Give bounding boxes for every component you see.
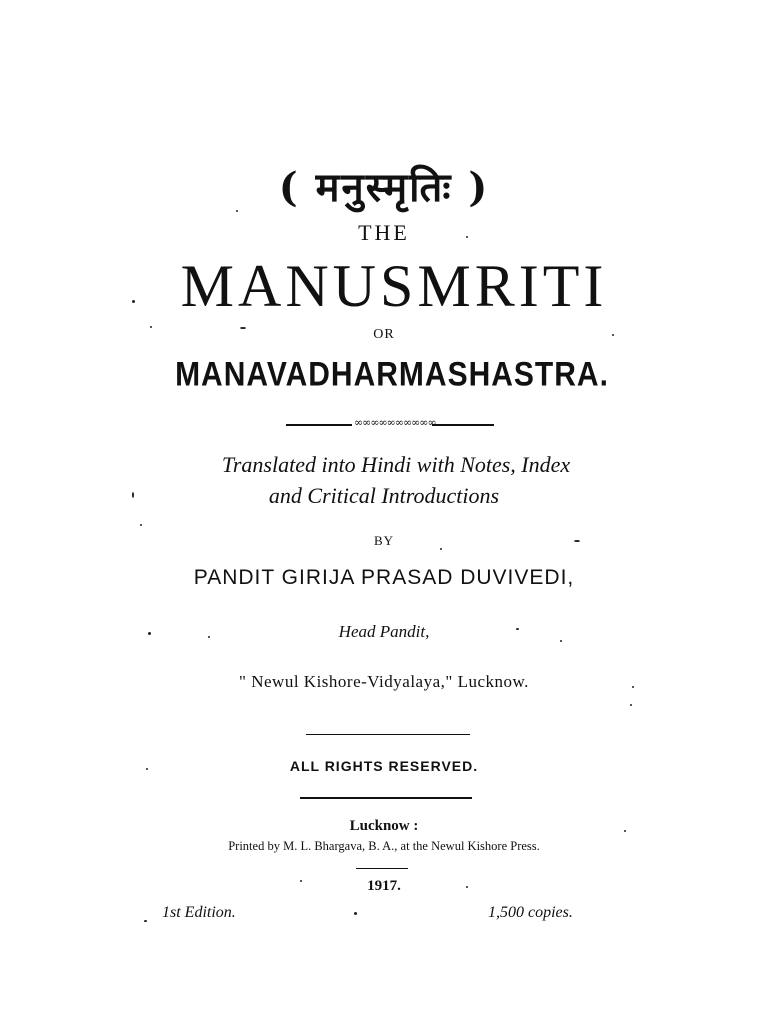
copies-note: 1,500 copies. xyxy=(488,904,573,921)
scan-speck xyxy=(144,920,147,922)
rights-notice: ALL RIGHTS RESERVED. xyxy=(289,758,479,774)
scan-speck xyxy=(132,492,134,498)
title-conjunction: OR xyxy=(373,327,395,342)
title-article: THE xyxy=(358,220,410,245)
scan-speck xyxy=(440,548,442,550)
author-name: PANDIT GIRIJA PRASAD DUVIVEDI, xyxy=(193,566,575,589)
divider-rule xyxy=(306,734,470,735)
scan-speck xyxy=(150,326,152,328)
sanskrit-title: ( मनुस्मृतिः ) xyxy=(278,164,490,211)
scan-speck xyxy=(208,636,210,638)
institution-name: " Newul Kishore-Vidyalaya," Lucknow. xyxy=(239,672,529,691)
ornamental-rule-right xyxy=(432,424,494,426)
author-position: Head Pandit, xyxy=(338,622,430,641)
scan-speck xyxy=(146,768,148,770)
main-title: MANUSMRITI xyxy=(180,253,608,319)
scan-speck xyxy=(630,704,632,706)
scan-speck xyxy=(574,540,580,542)
subtitle-line-1: Translated into Hindi with Notes, Index xyxy=(221,452,571,477)
divider-rule-3 xyxy=(356,868,408,869)
ornamental-rule-left xyxy=(286,424,352,426)
alternate-title: MANAVADHARMASHASTRA. xyxy=(175,355,609,394)
scan-speck xyxy=(624,830,626,832)
scan-speck xyxy=(612,334,614,336)
subtitle-line-2: and Critical Introductions xyxy=(268,483,500,508)
printer-line: Printed by M. L. Bhargava, B. A., at the Newul Kishore Press. xyxy=(228,839,540,853)
ornament-icon: ∞∞∞∞∞∞∞∞∞∞ xyxy=(354,416,436,429)
by-label: BY xyxy=(373,533,395,548)
scan-speck xyxy=(236,210,238,212)
scan-speck xyxy=(148,632,151,635)
scan-speck xyxy=(132,300,135,303)
scan-speck xyxy=(560,640,562,642)
publication-year: 1917. xyxy=(367,878,401,894)
scan-speck xyxy=(632,686,634,688)
edition-note: 1st Edition. xyxy=(162,904,236,921)
scan-speck xyxy=(466,886,468,888)
scan-speck xyxy=(140,524,142,526)
scan-speck xyxy=(466,236,468,238)
scan-speck xyxy=(354,912,357,915)
scan-speck xyxy=(240,327,246,329)
divider-rule-2 xyxy=(300,797,472,799)
scan-speck xyxy=(516,628,519,630)
scan-speck xyxy=(300,880,302,882)
publication-city: Lucknow : xyxy=(349,818,419,834)
